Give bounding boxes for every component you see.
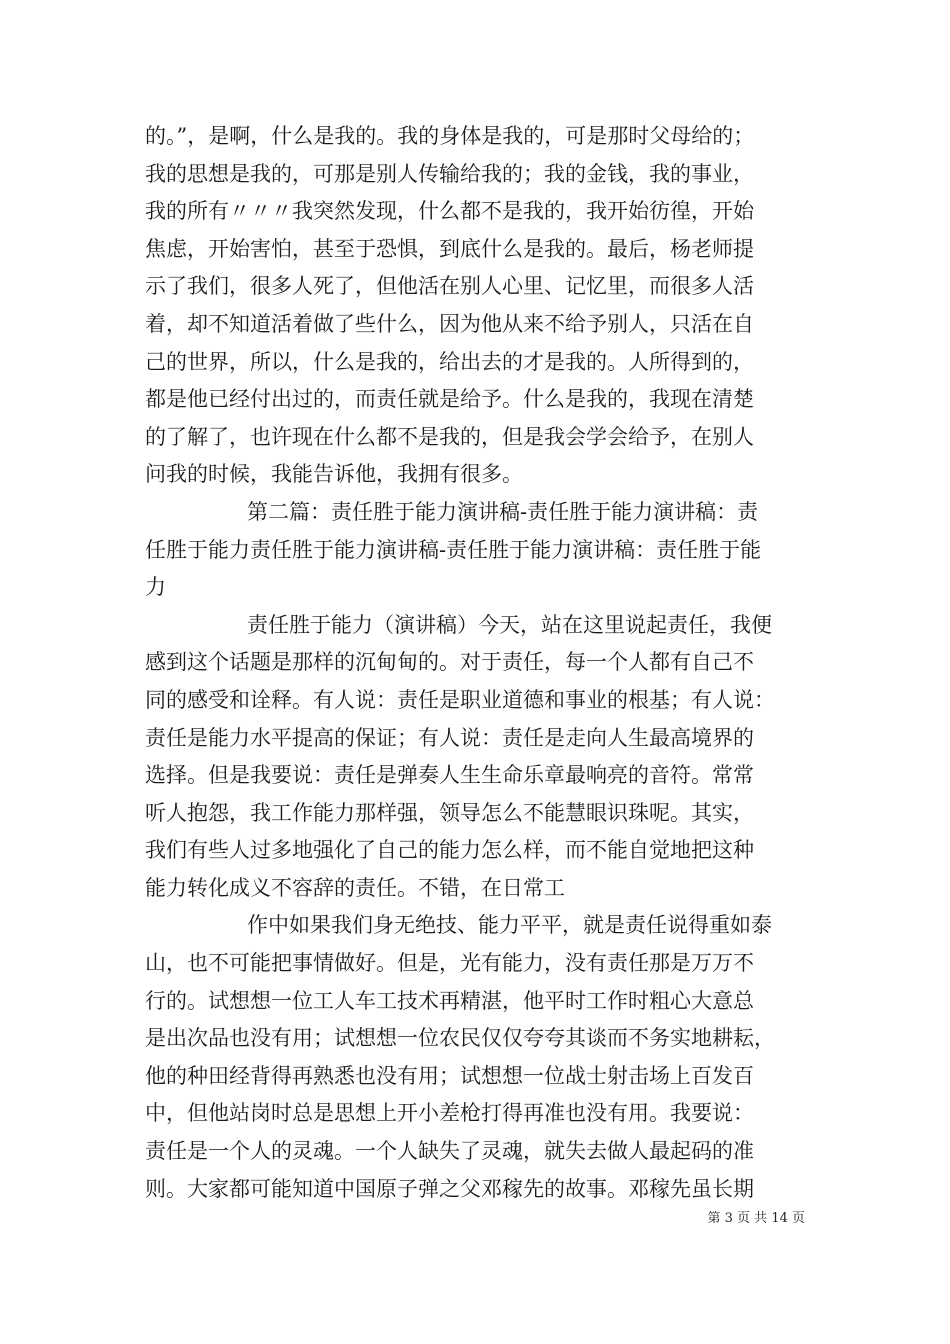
text-line: 的。”，是啊，什么是我的。我的身体是我的，可是那时父母给的； (145, 124, 755, 148)
text-line: 都是他已经付出过的，而责任就是给予。什么是我的，我现在清楚 (145, 387, 754, 412)
heading-line: 任胜于能力责任胜于能力演讲稿-责任胜于能力演讲稿：责任胜于能 (145, 537, 762, 562)
text-line: 感到这个话题是那样的沉甸甸的。对于责任，每一个人都有自己不 (145, 650, 754, 675)
text-line: 我的所有〃〃〃我突然发现，什么都不是我的，我开始彷徨，开始 (145, 199, 754, 224)
text-line: 行的。试想想一位工人车工技术再精湛，他平时工作时粗心大意总 (145, 988, 754, 1013)
text-line: 则。大家都可能知道中国原子弹之父邓稼先的故事。邓稼先虽长期 (145, 1176, 754, 1201)
text-line: 责任胜于能力（演讲稿）今天，站在这里说起责任，我便 (247, 612, 772, 637)
text-line: 责任是一个人的灵魂。一个人缺失了灵魂，就失去做人最起码的准 (145, 1139, 754, 1164)
text-line: 责任是能力水平提高的保证；有人说：责任是走向人生最高境界的 (145, 725, 754, 750)
text-line: 能力转化成义不容辞的责任。不错，在日常工 (145, 875, 565, 900)
text-line: 着，却不知道活着做了些什么，因为他从来不给予别人，只活在自 (145, 311, 754, 336)
paragraph-1 (145, 118, 815, 494)
heading-line: 第二篇：责任胜于能力演讲稿-责任胜于能力演讲稿：责 (247, 499, 759, 524)
section-heading (145, 494, 815, 607)
paragraph-3 (145, 607, 815, 908)
text-line: 中，但他站岗时总是思想上开小差枪打得再准也没有用。我要说： (145, 1101, 754, 1126)
heading-line: 力 (145, 575, 166, 600)
text-line: 同的感受和诠释。有人说：责任是职业道德和事业的根基；有人说： (145, 687, 775, 712)
text-line: 山，也不可能把事情做好。但是，光有能力，没有责任那是万万不 (145, 951, 754, 976)
text-line: 是出次品也没有用；试想想一位农民仅仅夸夸其谈而不务实地耕耘， (145, 1026, 775, 1051)
text-line: 选择。但是我要说：责任是弹奏人生生命乐章最响亮的音符。常常 (145, 763, 754, 788)
text-line: 我的思想是我的，可那是别人传输给我的；我的金钱，我的事业， (145, 161, 754, 186)
text-line: 的了解了，也许现在什么都不是我的，但是我会学会给予，在别人 (145, 424, 754, 449)
paragraph-4 (145, 907, 815, 1208)
text-line: 示了我们，很多人死了，但他活在别人心里、记忆里，而很多人活 (145, 274, 754, 299)
text-line: 我们有些人过多地强化了自己的能力怎么样，而不能自觉地把这种 (145, 838, 754, 863)
text-line: 他的种田经背得再熟悉也没有用；试想想一位战士射击场上百发百 (145, 1063, 754, 1088)
text-line: 问我的时候，我能告诉他，我拥有很多。 (145, 462, 523, 487)
text-line: 听人抱怨，我工作能力那样强，领导怎么不能慧眼识珠呢。其实， (145, 800, 754, 825)
text-line: 作中如果我们身无绝技、能力平平，就是责任说得重如泰 (247, 913, 772, 938)
text-line: 己的世界，所以，什么是我的，给出去的才是我的。人所得到的， (145, 349, 754, 374)
document-body (145, 118, 815, 1208)
page-number: 第 3 页 共 14 页 (707, 1211, 805, 1226)
text-line: 焦虑，开始害怕，甚至于恐惧，到底什么是我的。最后，杨老师提 (145, 236, 754, 261)
